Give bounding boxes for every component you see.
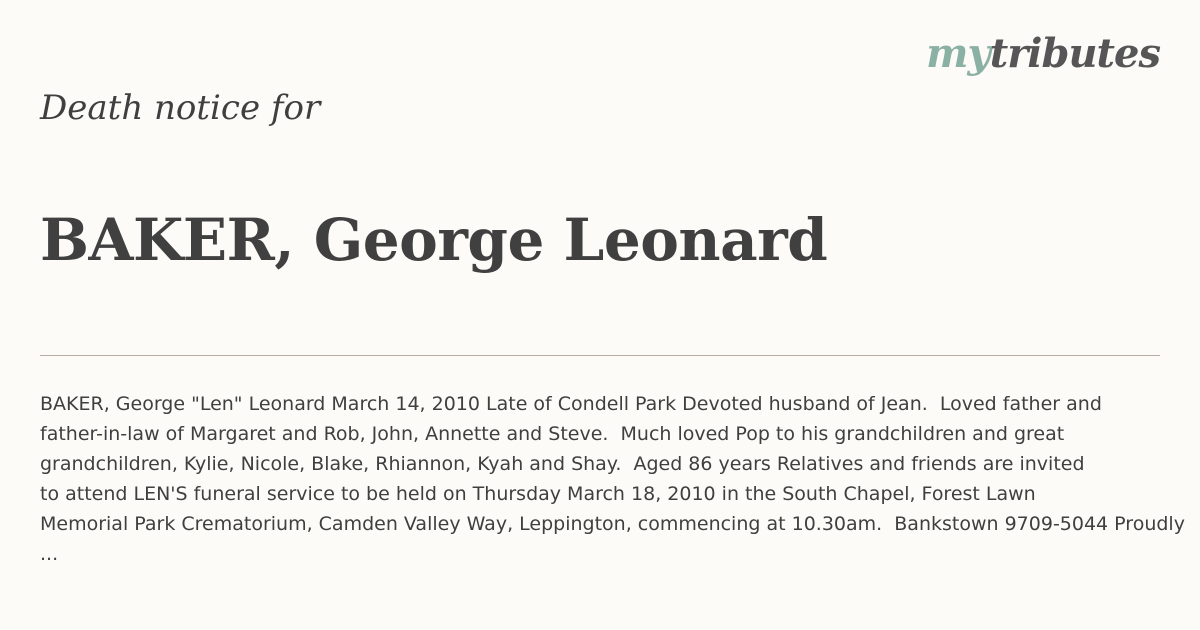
death-notice-subtitle: Death notice for [40,88,321,128]
section-divider [40,355,1160,356]
logo-tributes-text: tributes [989,30,1160,77]
deceased-name-title: BAKER, George Leonard [40,206,828,274]
mytributes-logo[interactable] [926,30,1160,77]
notice-body-line: to attend LEN'S funeral service to be held on Thursday March 18, 2010 in the South Chapel, Forest Lawn [40,483,1036,505]
logo-my-text: my [926,30,990,77]
notice-body-line: father-in-law of Margaret and Rob, John, Annette and Steve. Much loved Pop to his grandchildren and great [40,423,1065,445]
notice-body-line: Memorial Park Crematorium, Camden Valley Way, Leppington, commencing at 10.30am. Bankstown 9709-5044 Proudly [40,513,1185,535]
notice-body-text [40,389,1200,569]
notice-body-ellipsis: ... [40,543,59,565]
notice-body-line: grandchildren, Kylie, Nicole, Blake, Rhiannon, Kyah and Shay. Aged 86 years Relatives and friends are invited [40,453,1085,475]
notice-body-line: BAKER, George "Len" Leonard March 14, 2010 Late of Condell Park Devoted husband of Jean. Loved father and [40,393,1102,415]
